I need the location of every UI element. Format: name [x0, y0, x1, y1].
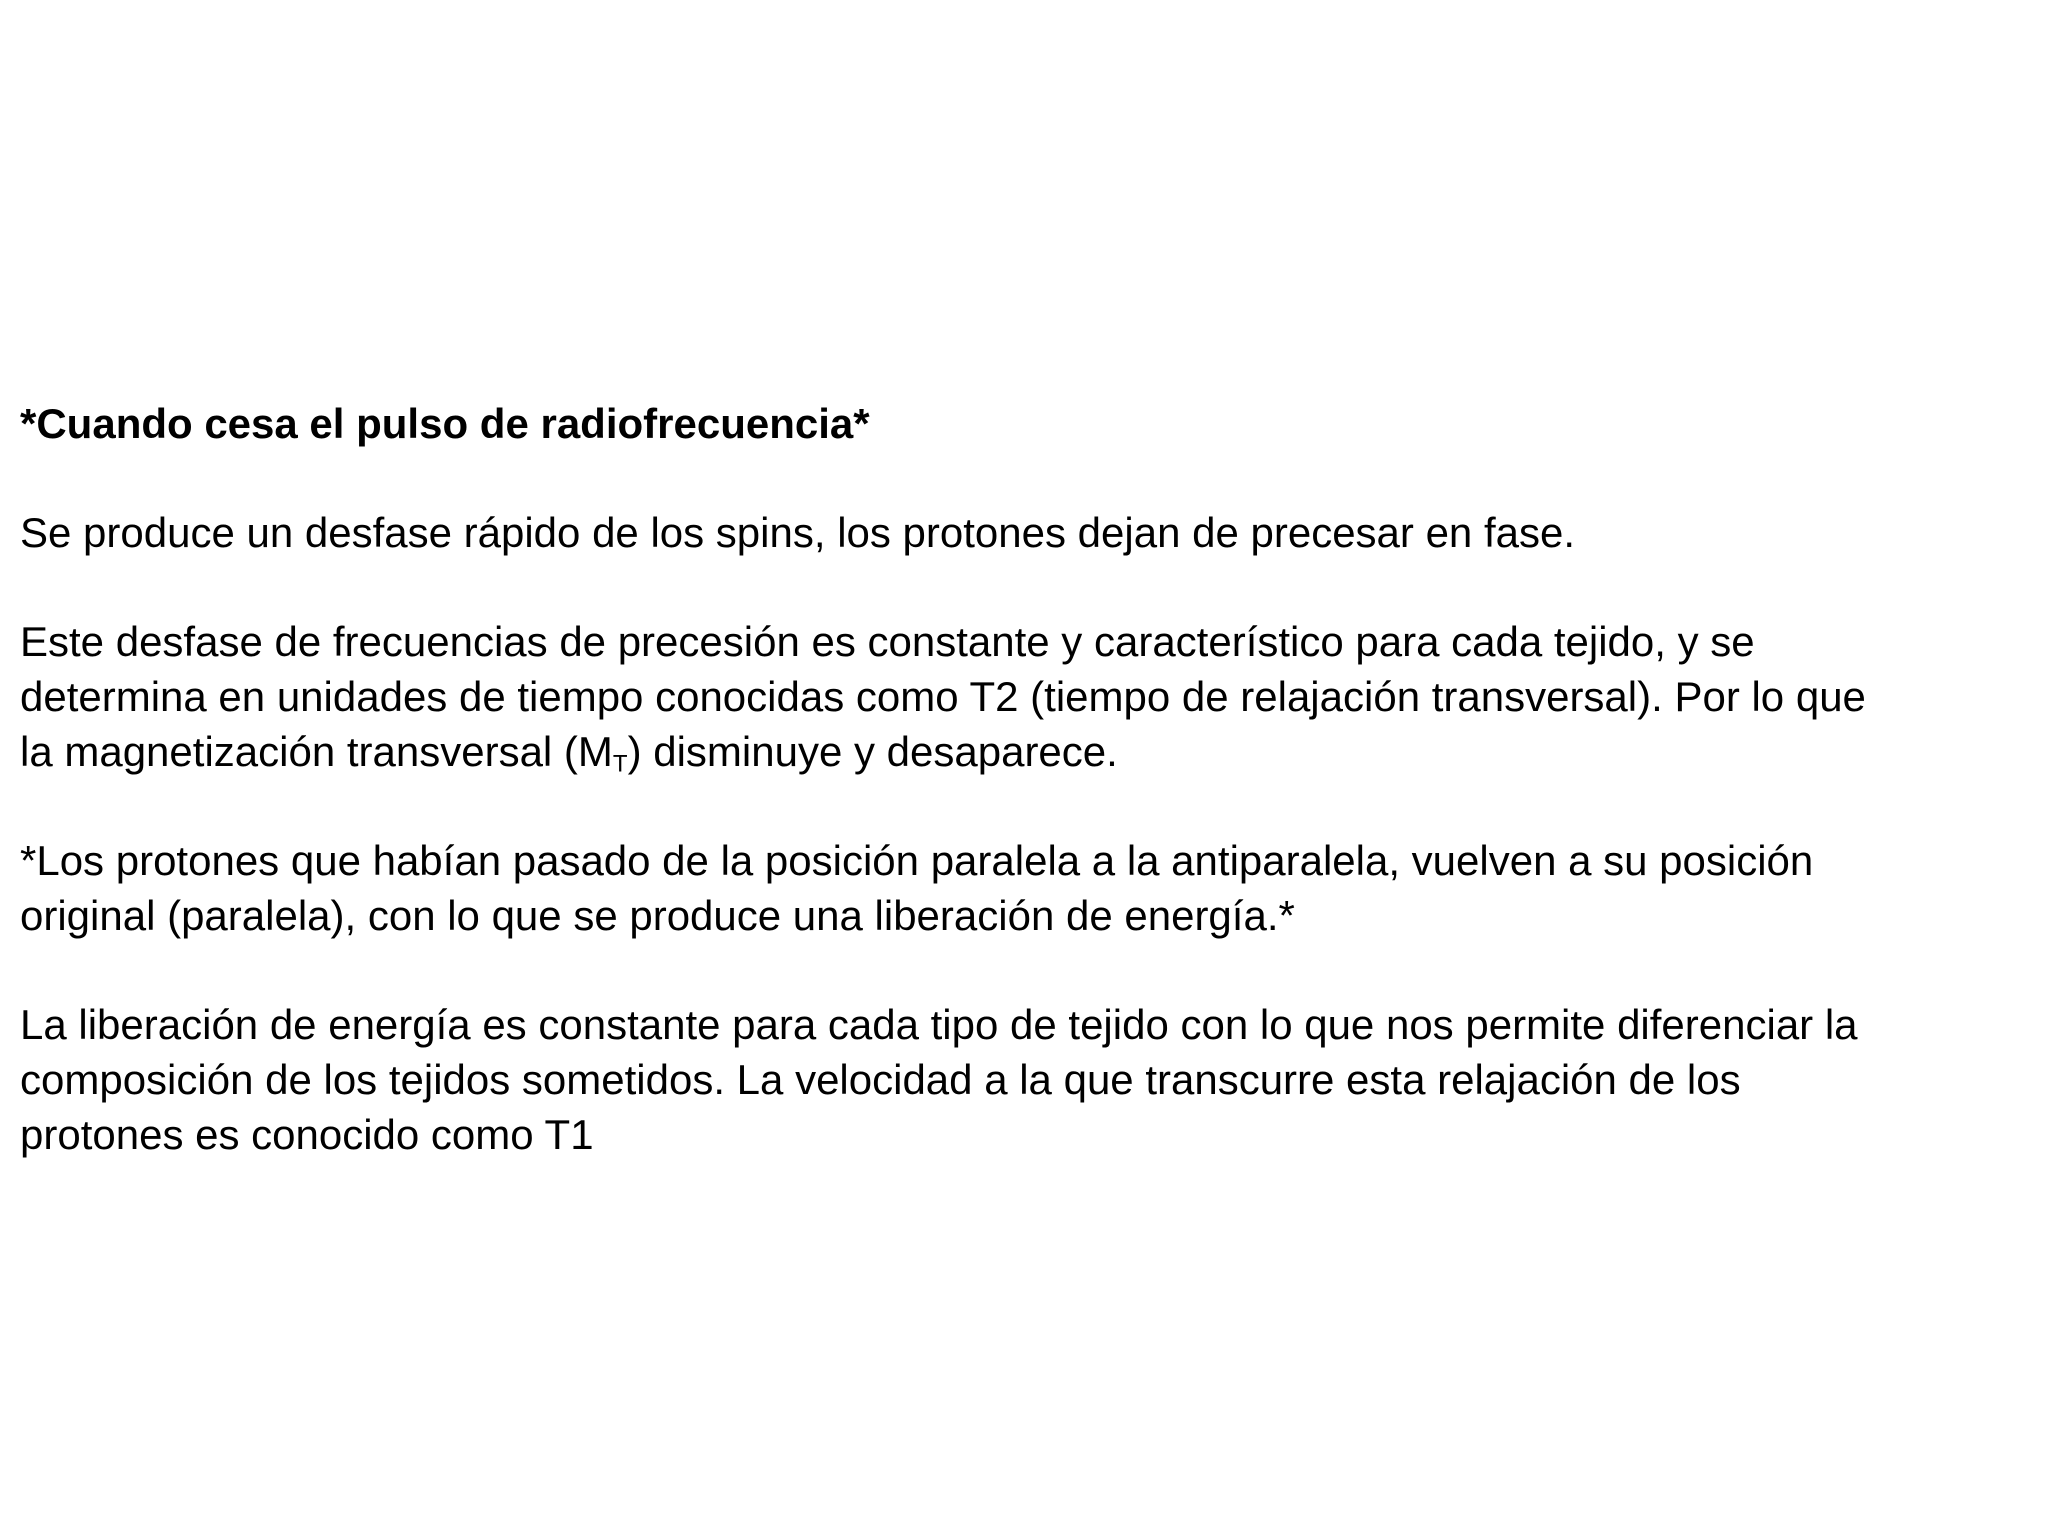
paragraph-t2-line-1: Este desfase de frecuencias de precesión es constante y característico para cada tejido, y se	[20, 618, 1755, 665]
paragraph-t1	[20, 997, 2040, 1162]
paragraph-protons-line-2: original (paralela), con lo que se produce una liberación de energía.*	[20, 892, 1295, 939]
paragraph-protons-line-1: *Los protones que habían pasado de la posición paralela a la antiparalela, vuelven a su posición	[20, 837, 1814, 884]
document-body	[20, 396, 2040, 1216]
paragraph-t1-line-2: composición de los tejidos sometidos. La velocidad a la que transcurre esta relajación de los	[20, 1056, 1741, 1103]
paragraph-t1-line-1: La liberación de energía es constante para cada tipo de tejido con lo que nos permite diferenciar la	[20, 1001, 1858, 1048]
paragraph-t2-line-3-end: ) disminuye y desaparece.	[627, 728, 1118, 775]
paragraph-dephasing: Se produce un desfase rápido de los spins, los protones dejan de precesar en fase.	[20, 509, 1576, 556]
paragraph-protons-return	[20, 833, 2040, 943]
subscript-t: T	[612, 750, 628, 778]
paragraph-t2-line-3-start: la magnetización transversal (M	[20, 728, 613, 775]
paragraph-t2-line-2: determina en unidades de tiempo conocidas como T2 (tiempo de relajación transversal). Por lo que	[20, 673, 1866, 720]
paragraph-t2	[20, 614, 2040, 779]
section-heading: *Cuando cesa el pulso de radiofrecuencia*	[20, 400, 870, 447]
paragraph-t1-line-3: protones es conocido como T1	[20, 1111, 594, 1158]
